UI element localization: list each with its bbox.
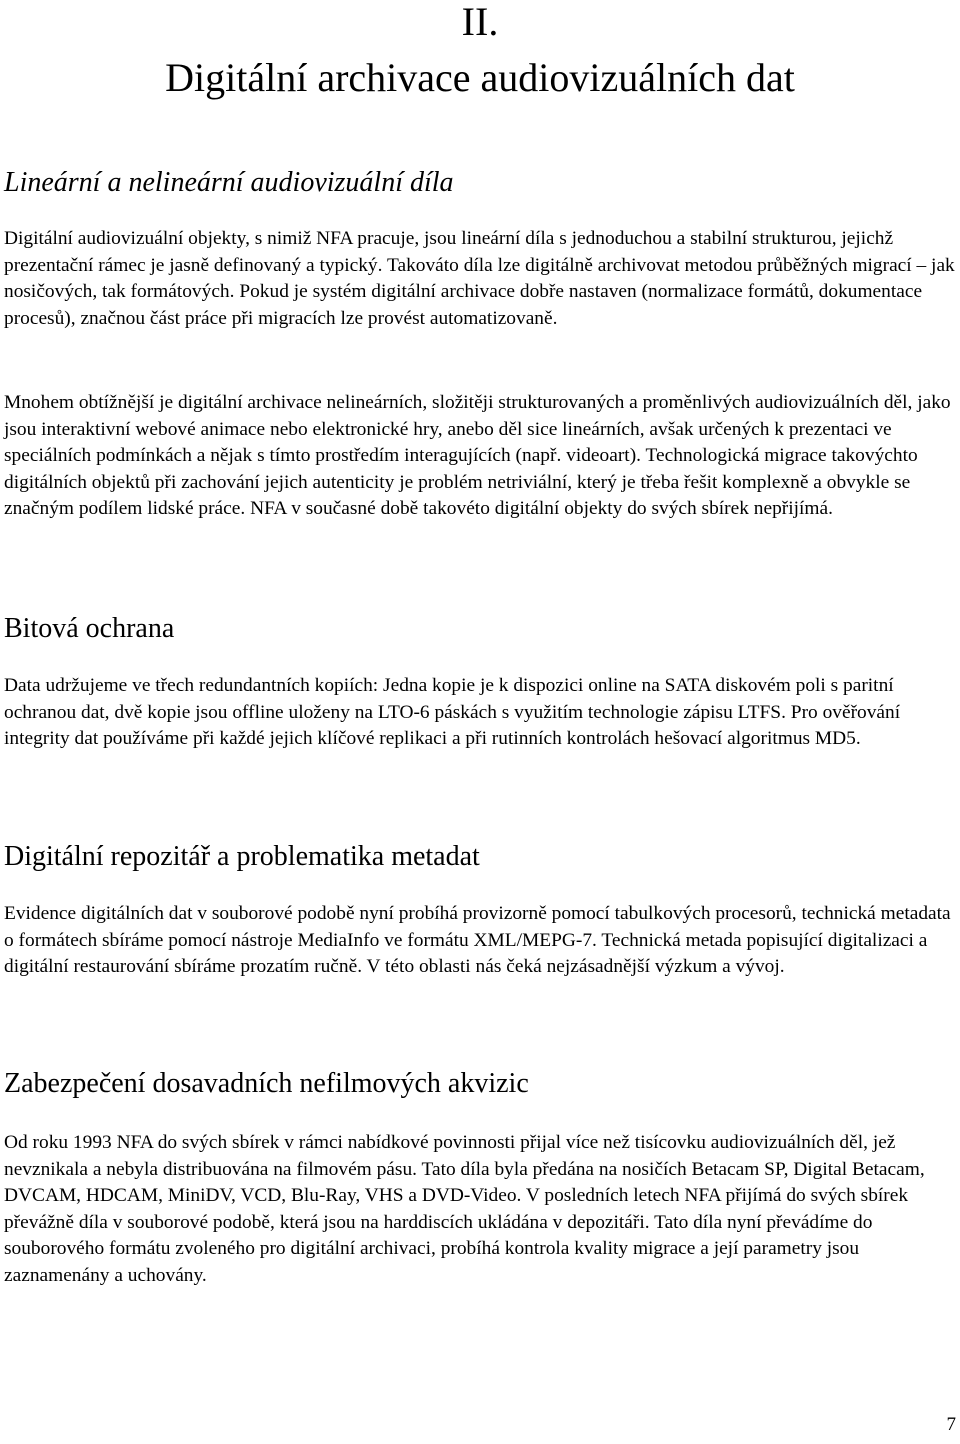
section-heading-bit-protection: Bitová ochrana [4, 613, 175, 644]
section-heading-linear: Lineární a nelineární audiovizuální díla [4, 167, 454, 198]
paragraph-acquisitions: Od roku 1993 NFA do svých sbírek v rámci nabídkové povinnosti přijal více než tisícovku audiovizuálních děl, jež nevznikala a nebyla distribuována na filmovém pásu. Tato díla byla předána na nosičích Betacam SP, Digital Betacam, DVCAM, HDCAM, MiniDV, VCD, Blu-Ray, VHS a DVD-Video. V posledních letech NFA přijímá do svých sbírek převážně díla v souborové podobě, která jsou na harddiscích ukládána v depozitáři. Tato díla nyní převádíme do souborového formátu zvoleného pro digitální archivaci, probíhá kontrola kvality migrace a její parametry jsou zaznamenány a uchovány. [4, 1132, 925, 1286]
chapter-title: Digitální archivace audiovizuálních dat [165, 55, 795, 100]
paragraph-linear-2: Mnohem obtížnější je digitální archivace nelineárních, složitěji strukturovaných a proměnlivých audiovizuálních děl, jako jsou interaktivní webové animace nebo elektronické hry, anebo děl sice lineárních, avšak určených k prezentaci ve speciálních podmínkách a nějak s tímto prostředím interagujících (např. videoart). Technologická migrace takovýchto digitálních objektů při zachování jejich autenticity je problém netriviální, který je třeba řešit komplexně a obvykle se značným podílem lidské práce. NFA v současné době takovéto digitální objekty do svých sbírek nepřijímá. [4, 392, 951, 519]
page-number: 7 [946, 1414, 956, 1435]
section-heading-repository: Digitální repozitář a problematika metadat [4, 841, 480, 872]
paragraph-repository: Evidence digitálních dat v souborové podobě nyní probíhá provizorně pomocí tabulkových procesorů, technická metadata o formátech sbíráme pomocí nástroje MediaInfo ve formátu XML/MEPG-7. Technická metada popisující digitalizaci a digitální restaurování sbíráme prozatím ručně. V této oblasti nás čeká nejzásadnější výzkum a vývoj. [4, 903, 951, 977]
section-heading-acquisitions: Zabezpečení dosavadních nefilmových akvizic [4, 1068, 529, 1099]
chapter-number: II. [461, 0, 499, 44]
paragraph-bit-protection: Data udržujeme ve třech redundantních kopiích: Jedna kopie je k dispozici online na SATA diskovém poli s paritní ochranou dat, dvě kopie jsou offline uloženy na LTO-6 páskách s využitím technologie zápisu LTFS. Pro ověřování integrity dat používáme při každé jejich klíčové replikaci a při rutinních kontrolách hešovací algoritmus MD5. [4, 675, 901, 749]
paragraph-linear-1: Digitální audiovizuální objekty, s nimiž NFA pracuje, jsou lineární díla s jednoduchou a stabilní strukturou, jejichž prezentační rámec je jasně definovaný a typický. Takováto díla lze digitálně archivovat metodou průběžných migrací – jak nosičových, tak formátových. Pokud je systém digitální archivace dobře nastaven (normalizace formátů, dokumentace procesů), značnou část práce při migracích lze provést automatizovaně. [4, 228, 955, 329]
